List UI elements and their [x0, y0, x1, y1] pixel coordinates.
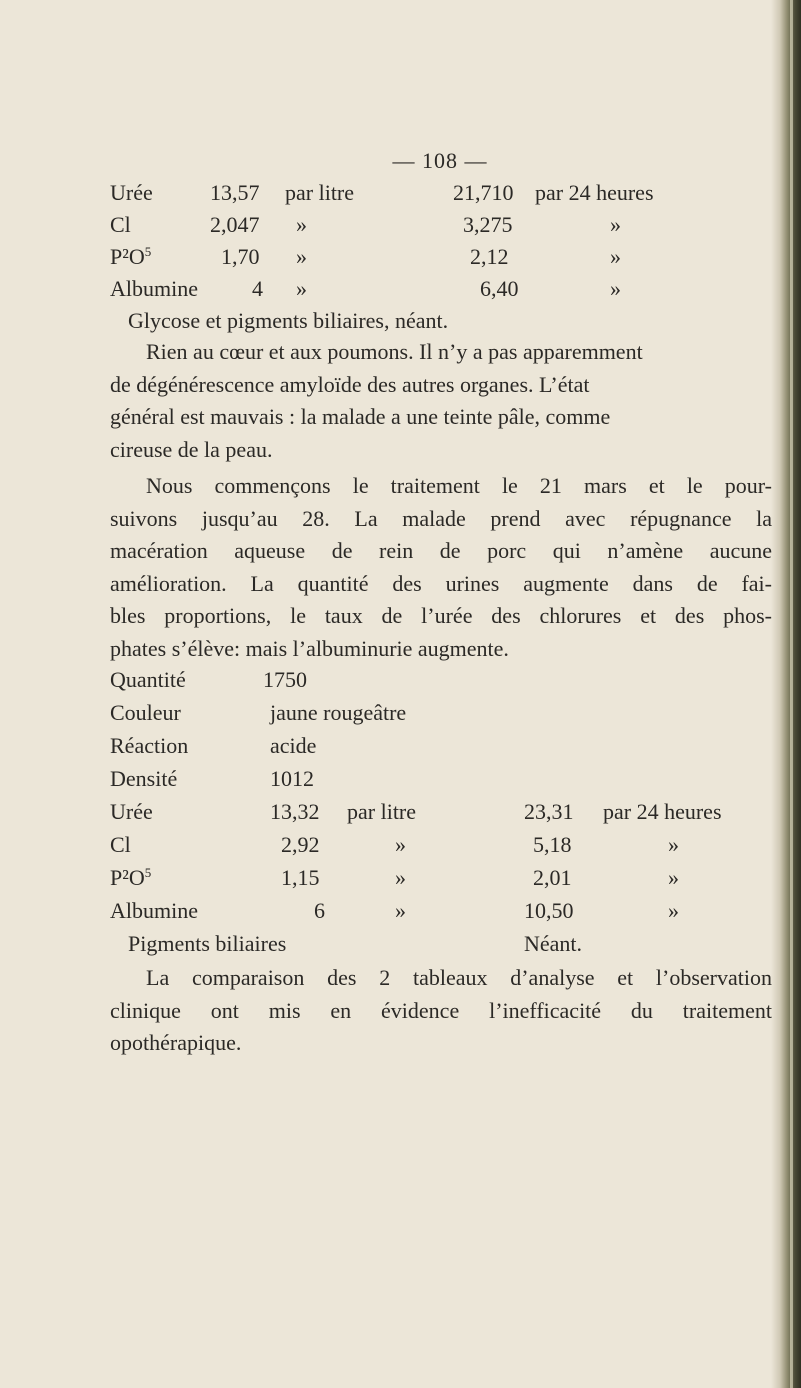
t1-unit-albumine-24h: » — [610, 276, 621, 301]
t2-pigments-value: Néant. — [524, 931, 583, 956]
t2-label-p2o5: $P^2O^5$ — [110, 865, 152, 890]
t1-label-albumine: Albumine — [110, 276, 198, 301]
t2-value-uree-litre: 13,32 — [270, 799, 320, 824]
paragraph-2 — [110, 470, 772, 666]
page-edge-highlight — [790, 0, 793, 1388]
t2-value-albumine-litre: 6 — [314, 898, 325, 923]
p1-line-3: général est mauvais : la malade a une teinte pâle, comme — [110, 404, 611, 430]
t2-pigments-label: Pigments biliaires — [128, 931, 287, 956]
t1-value-uree-litre: 13,57 — [210, 180, 260, 205]
t2-unit-albumine-litre: » — [395, 898, 406, 923]
t1-value-cl-24h: 3,275 — [463, 212, 513, 237]
paragraph-1 — [110, 336, 772, 466]
t1-glycose-line: Glycose et pigments biliaires, néant. — [128, 308, 449, 333]
t2-value-uree-24h: 23,31 — [524, 799, 574, 824]
t2-unit-uree-litre: par litre — [347, 799, 417, 824]
t2-value-reaction: acide — [270, 733, 317, 758]
t1-value-uree-24h: 21,710 — [453, 180, 514, 205]
t1-value-p2o5-litre: 1,70 — [221, 244, 260, 269]
t1-value-p2o5-24h: 2,12 — [470, 244, 509, 269]
t2-value-p2o5-litre: 1,15 — [281, 865, 320, 890]
t2-label-reaction: Réaction — [110, 733, 189, 758]
p1-line-4: cireuse de la peau. — [110, 436, 273, 462]
p1-line-1: Rien au cœur et aux poumons. Il n’y a pas apparemment — [146, 339, 643, 364]
p2-line-4: amélioration. La quantité des urines augmente dans de fai- — [110, 570, 772, 596]
t2-label-quantite: Quantité — [110, 667, 186, 692]
t2-value-p2o5-24h: 2,01 — [533, 865, 572, 890]
p2-line-1: Nous commençons le traitement le 21 mars et le pour- — [146, 473, 772, 498]
t1-value-albumine-litre: 4 — [252, 276, 263, 301]
paragraph-3 — [110, 962, 772, 1060]
t2-label-albumine: Albumine — [110, 898, 198, 923]
p2-line-2: suivons jusqu’au 28. La malade prend avec répugnance la — [110, 505, 772, 531]
t1-unit-cl-24h: » — [610, 212, 621, 237]
t2-unit-albumine-24h: » — [668, 898, 679, 923]
t2-value-quantite: 1750 — [263, 667, 307, 692]
t1-unit-uree-litre: par litre — [285, 180, 355, 205]
t2-value-couleur: jaune rougeâtre — [270, 700, 407, 725]
t1-unit-albumine-litre: » — [296, 276, 307, 301]
t1-unit-uree-24h: par 24 heures — [535, 180, 654, 205]
t2-label-cl: Cl — [110, 832, 131, 857]
p1-line-2: de dégénérescence amyloïde des autres organes. L’état — [110, 371, 590, 397]
t2-unit-cl-litre: » — [395, 832, 406, 857]
t2-unit-p2o5-24h: » — [668, 865, 679, 890]
p3-line-1: La comparaison des 2 tableaux d’analyse et l’observation — [146, 965, 772, 990]
t1-label-cl: Cl — [110, 212, 131, 237]
t2-unit-p2o5-litre: » — [395, 865, 406, 890]
p2-line-5: bles proportions, le taux de l’urée des chlorures et des phos- — [110, 603, 772, 629]
t1-unit-p2o5-litre: » — [296, 244, 307, 269]
page-binding-edge — [771, 0, 801, 1388]
t1-unit-cl-litre: » — [296, 212, 307, 237]
t1-label-p2o5: $P^2O^5$ — [110, 244, 152, 269]
t2-unit-uree-24h: par 24 heures — [603, 799, 722, 824]
p3-line-3: opothérapique. — [110, 1030, 242, 1056]
t2-label-uree: Urée — [110, 799, 153, 824]
p2-line-3: macération aqueuse de rein de porc qui n’amène aucune — [110, 538, 772, 564]
t2-value-cl-litre: 2,92 — [281, 832, 320, 857]
t2-value-cl-24h: 5,18 — [533, 832, 572, 857]
t1-value-albumine-24h: 6,40 — [480, 276, 519, 301]
t1-unit-p2o5-24h: » — [610, 244, 621, 269]
t1-label-uree: Urée — [110, 180, 153, 205]
t1-value-cl-litre: 2,047 — [210, 212, 260, 237]
t2-label-couleur: Couleur — [110, 700, 181, 725]
t2-unit-cl-24h: » — [668, 832, 679, 857]
t2-value-densite: 1012 — [270, 766, 314, 791]
p2-line-6: phates s’élève: mais l’albuminurie augmente. — [110, 635, 509, 661]
page-number: — 108 — — [392, 148, 488, 173]
p3-line-2: clinique ont mis en évidence l’inefficacité du traitement — [110, 997, 772, 1023]
t2-label-densite: Densité — [110, 766, 178, 791]
t2-value-albumine-24h: 10,50 — [524, 898, 574, 923]
